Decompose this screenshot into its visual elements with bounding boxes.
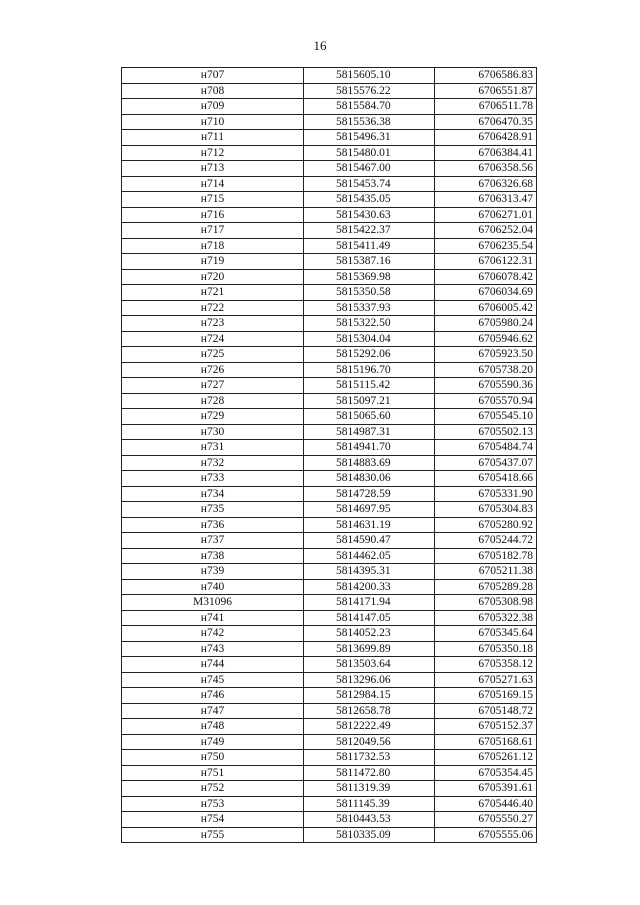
point-name-cell: н719 <box>122 254 304 270</box>
point-name-cell: н726 <box>122 362 304 378</box>
y-coordinate-cell: 6705261.12 <box>435 750 537 766</box>
y-coordinate-cell: 6705738.20 <box>435 362 537 378</box>
table-row <box>122 548 537 564</box>
x-coordinate-cell: 5814728.59 <box>304 486 435 502</box>
table-row <box>122 68 537 84</box>
table-row <box>122 130 537 146</box>
y-coordinate-cell: 6705980.24 <box>435 316 537 332</box>
y-coordinate-cell: 6705169.15 <box>435 688 537 704</box>
x-coordinate-cell: 5815292.06 <box>304 347 435 363</box>
y-coordinate-cell: 6705304.83 <box>435 502 537 518</box>
point-name-cell: н747 <box>122 703 304 719</box>
table-row <box>122 672 537 688</box>
point-name-cell: н737 <box>122 533 304 549</box>
x-coordinate-cell: 5813296.06 <box>304 672 435 688</box>
table-row <box>122 362 537 378</box>
table-row <box>122 409 537 425</box>
y-coordinate-cell: 6705418.66 <box>435 471 537 487</box>
x-coordinate-cell: 5815304.04 <box>304 331 435 347</box>
point-name-cell: н722 <box>122 300 304 316</box>
point-name-cell: н710 <box>122 114 304 130</box>
y-coordinate-cell: 6706511.78 <box>435 99 537 115</box>
point-name-cell: н735 <box>122 502 304 518</box>
y-coordinate-cell: 6706005.42 <box>435 300 537 316</box>
point-name-cell: н752 <box>122 781 304 797</box>
table-row <box>122 254 537 270</box>
x-coordinate-cell: 5815467.00 <box>304 161 435 177</box>
table-row <box>122 719 537 735</box>
y-coordinate-cell: 6706551.87 <box>435 83 537 99</box>
point-name-cell: н708 <box>122 83 304 99</box>
point-name-cell: н742 <box>122 626 304 642</box>
table-row <box>122 331 537 347</box>
x-coordinate-cell: 5812658.78 <box>304 703 435 719</box>
y-coordinate-cell: 6706271.01 <box>435 207 537 223</box>
x-coordinate-cell: 5814697.95 <box>304 502 435 518</box>
table-row <box>122 114 537 130</box>
point-name-cell: н740 <box>122 579 304 595</box>
point-name-cell: н739 <box>122 564 304 580</box>
x-coordinate-cell: 5815196.70 <box>304 362 435 378</box>
point-name-cell: н748 <box>122 719 304 735</box>
point-name-cell: н717 <box>122 223 304 239</box>
y-coordinate-cell: 6705437.07 <box>435 455 537 471</box>
x-coordinate-cell: 5814147.05 <box>304 610 435 626</box>
point-name-cell: н732 <box>122 455 304 471</box>
table-row <box>122 176 537 192</box>
point-name-cell: н749 <box>122 734 304 750</box>
x-coordinate-cell: 5815430.63 <box>304 207 435 223</box>
y-coordinate-cell: 6705322.38 <box>435 610 537 626</box>
y-coordinate-cell: 6706384.41 <box>435 145 537 161</box>
y-coordinate-cell: 6705148.72 <box>435 703 537 719</box>
point-name-cell: н716 <box>122 207 304 223</box>
y-coordinate-cell: 6705182.78 <box>435 548 537 564</box>
point-name-cell: н746 <box>122 688 304 704</box>
point-name-cell: н733 <box>122 471 304 487</box>
x-coordinate-cell: 5814590.47 <box>304 533 435 549</box>
table-row <box>122 269 537 285</box>
x-coordinate-cell: 5815411.49 <box>304 238 435 254</box>
point-name-cell: н751 <box>122 765 304 781</box>
y-coordinate-cell: 6705550.27 <box>435 812 537 828</box>
table-row <box>122 827 537 843</box>
y-coordinate-cell: 6705168.61 <box>435 734 537 750</box>
y-coordinate-cell: 6705289.28 <box>435 579 537 595</box>
x-coordinate-cell: 5813503.64 <box>304 657 435 673</box>
table-row <box>122 223 537 239</box>
table-row <box>122 703 537 719</box>
table-row <box>122 347 537 363</box>
table-row <box>122 502 537 518</box>
x-coordinate-cell: 5815496.31 <box>304 130 435 146</box>
table-row <box>122 641 537 657</box>
y-coordinate-cell: 6705446.40 <box>435 796 537 812</box>
y-coordinate-cell: 6705923.50 <box>435 347 537 363</box>
y-coordinate-cell: 6705211.38 <box>435 564 537 580</box>
y-coordinate-cell: 6706235.54 <box>435 238 537 254</box>
point-name-cell: н727 <box>122 378 304 394</box>
point-name-cell: н754 <box>122 812 304 828</box>
coordinates-table <box>121 67 537 843</box>
x-coordinate-cell: 5811145.39 <box>304 796 435 812</box>
table-row <box>122 471 537 487</box>
y-coordinate-cell: 6705354.45 <box>435 765 537 781</box>
coordinates-table-body <box>122 68 537 843</box>
x-coordinate-cell: 5815576.22 <box>304 83 435 99</box>
x-coordinate-cell: 5814395.31 <box>304 564 435 580</box>
x-coordinate-cell: 5810335.09 <box>304 827 435 843</box>
x-coordinate-cell: 5814883.69 <box>304 455 435 471</box>
point-name-cell: н738 <box>122 548 304 564</box>
table-row <box>122 440 537 456</box>
point-name-cell: н736 <box>122 517 304 533</box>
y-coordinate-cell: 6705345.64 <box>435 626 537 642</box>
point-name-cell: н755 <box>122 827 304 843</box>
table-row <box>122 316 537 332</box>
point-name-cell: н753 <box>122 796 304 812</box>
x-coordinate-cell: 5815453.74 <box>304 176 435 192</box>
point-name-cell: н709 <box>122 99 304 115</box>
point-name-cell: н750 <box>122 750 304 766</box>
y-coordinate-cell: 6705555.06 <box>435 827 537 843</box>
table-row <box>122 781 537 797</box>
y-coordinate-cell: 6705946.62 <box>435 331 537 347</box>
point-name-cell: н745 <box>122 672 304 688</box>
point-name-cell: н730 <box>122 424 304 440</box>
table-row <box>122 610 537 626</box>
x-coordinate-cell: 5814200.33 <box>304 579 435 595</box>
y-coordinate-cell: 6705280.92 <box>435 517 537 533</box>
table-row <box>122 486 537 502</box>
table-row <box>122 207 537 223</box>
x-coordinate-cell: 5813699.89 <box>304 641 435 657</box>
y-coordinate-cell: 6706428.91 <box>435 130 537 146</box>
x-coordinate-cell: 5811472.80 <box>304 765 435 781</box>
x-coordinate-cell: 5812222.49 <box>304 719 435 735</box>
x-coordinate-cell: 5815435.05 <box>304 192 435 208</box>
x-coordinate-cell: 5815422.37 <box>304 223 435 239</box>
y-coordinate-cell: 6706586.83 <box>435 68 537 84</box>
y-coordinate-cell: 6705152.37 <box>435 719 537 735</box>
table-row <box>122 812 537 828</box>
table-row <box>122 161 537 177</box>
y-coordinate-cell: 6705391.61 <box>435 781 537 797</box>
y-coordinate-cell: 6705308.98 <box>435 595 537 611</box>
x-coordinate-cell: 5815605.10 <box>304 68 435 84</box>
table-row <box>122 517 537 533</box>
y-coordinate-cell: 6705331.90 <box>435 486 537 502</box>
y-coordinate-cell: 6705358.12 <box>435 657 537 673</box>
table-row <box>122 765 537 781</box>
table-row <box>122 533 537 549</box>
y-coordinate-cell: 6705244.72 <box>435 533 537 549</box>
x-coordinate-cell: 5815097.21 <box>304 393 435 409</box>
y-coordinate-cell: 6706326.68 <box>435 176 537 192</box>
table-row <box>122 657 537 673</box>
x-coordinate-cell: 5814052.23 <box>304 626 435 642</box>
x-coordinate-cell: 5814462.05 <box>304 548 435 564</box>
x-coordinate-cell: 5814171.94 <box>304 595 435 611</box>
y-coordinate-cell: 6706252.04 <box>435 223 537 239</box>
point-name-cell: М31096 <box>122 595 304 611</box>
point-name-cell: н743 <box>122 641 304 657</box>
point-name-cell: н713 <box>122 161 304 177</box>
table-row <box>122 688 537 704</box>
table-row <box>122 564 537 580</box>
point-name-cell: н711 <box>122 130 304 146</box>
y-coordinate-cell: 6706034.69 <box>435 285 537 301</box>
x-coordinate-cell: 5814631.19 <box>304 517 435 533</box>
y-coordinate-cell: 6706470.35 <box>435 114 537 130</box>
point-name-cell: н729 <box>122 409 304 425</box>
table-row <box>122 238 537 254</box>
x-coordinate-cell: 5815369.98 <box>304 269 435 285</box>
x-coordinate-cell: 5810443.53 <box>304 812 435 828</box>
y-coordinate-cell: 6705350.18 <box>435 641 537 657</box>
table-row <box>122 579 537 595</box>
table-row <box>122 626 537 642</box>
x-coordinate-cell: 5815065.60 <box>304 409 435 425</box>
point-name-cell: н724 <box>122 331 304 347</box>
x-coordinate-cell: 5812049.56 <box>304 734 435 750</box>
x-coordinate-cell: 5815480.01 <box>304 145 435 161</box>
y-coordinate-cell: 6705502.13 <box>435 424 537 440</box>
point-name-cell: н744 <box>122 657 304 673</box>
y-coordinate-cell: 6706122.31 <box>435 254 537 270</box>
x-coordinate-cell: 5815115.42 <box>304 378 435 394</box>
y-coordinate-cell: 6705271.63 <box>435 672 537 688</box>
y-coordinate-cell: 6705570.94 <box>435 393 537 409</box>
table-row <box>122 595 537 611</box>
point-name-cell: н718 <box>122 238 304 254</box>
x-coordinate-cell: 5815584.70 <box>304 99 435 115</box>
point-name-cell: н715 <box>122 192 304 208</box>
y-coordinate-cell: 6705484.74 <box>435 440 537 456</box>
point-name-cell: н720 <box>122 269 304 285</box>
x-coordinate-cell: 5811732.53 <box>304 750 435 766</box>
point-name-cell: н734 <box>122 486 304 502</box>
point-name-cell: н741 <box>122 610 304 626</box>
table-row <box>122 393 537 409</box>
x-coordinate-cell: 5814941.70 <box>304 440 435 456</box>
table-row <box>122 99 537 115</box>
x-coordinate-cell: 5815322.50 <box>304 316 435 332</box>
point-name-cell: н731 <box>122 440 304 456</box>
table-row <box>122 83 537 99</box>
x-coordinate-cell: 5814830.06 <box>304 471 435 487</box>
point-name-cell: н728 <box>122 393 304 409</box>
table-row <box>122 300 537 316</box>
table-row <box>122 424 537 440</box>
x-coordinate-cell: 5815350.58 <box>304 285 435 301</box>
table-row <box>122 145 537 161</box>
x-coordinate-cell: 5815387.16 <box>304 254 435 270</box>
y-coordinate-cell: 6706313.47 <box>435 192 537 208</box>
point-name-cell: н707 <box>122 68 304 84</box>
x-coordinate-cell: 5814987.31 <box>304 424 435 440</box>
table-row <box>122 750 537 766</box>
y-coordinate-cell: 6706358.56 <box>435 161 537 177</box>
point-name-cell: н714 <box>122 176 304 192</box>
point-name-cell: н723 <box>122 316 304 332</box>
x-coordinate-cell: 5812984.15 <box>304 688 435 704</box>
page-number: 16 <box>313 38 327 53</box>
table-row <box>122 455 537 471</box>
table-row <box>122 796 537 812</box>
x-coordinate-cell: 5815337.93 <box>304 300 435 316</box>
table-row <box>122 192 537 208</box>
y-coordinate-cell: 6705590.36 <box>435 378 537 394</box>
point-name-cell: н721 <box>122 285 304 301</box>
point-name-cell: н725 <box>122 347 304 363</box>
x-coordinate-cell: 5811319.39 <box>304 781 435 797</box>
y-coordinate-cell: 6705545.10 <box>435 409 537 425</box>
table-row <box>122 378 537 394</box>
x-coordinate-cell: 5815536.38 <box>304 114 435 130</box>
y-coordinate-cell: 6706078.42 <box>435 269 537 285</box>
table-row <box>122 734 537 750</box>
table-row <box>122 285 537 301</box>
point-name-cell: н712 <box>122 145 304 161</box>
